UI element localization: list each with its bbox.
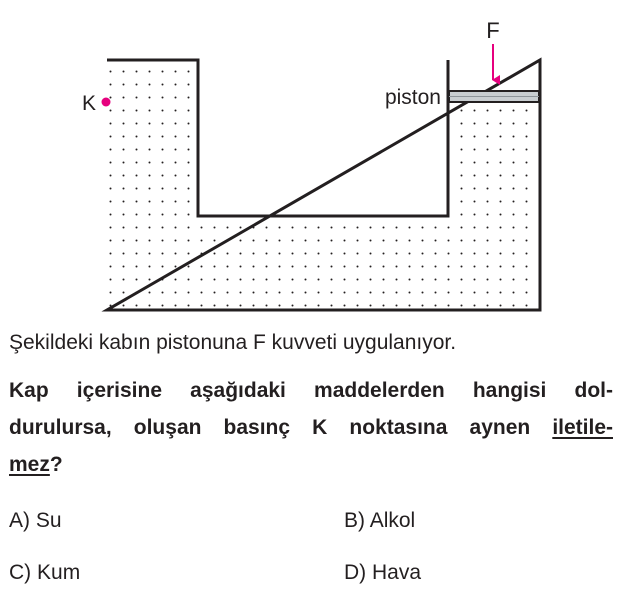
question-intro: Şekildeki kabın pistonuna F kuvveti uygulanıyor. xyxy=(9,331,457,354)
option-a-text: Su xyxy=(35,509,62,532)
option-c-letter: C) xyxy=(9,561,32,584)
question-line-3 xyxy=(9,446,613,483)
option-d-letter: D) xyxy=(344,561,367,584)
option-d[interactable] xyxy=(344,561,421,585)
question-mark: ? xyxy=(49,453,63,476)
point-k-marker xyxy=(102,98,111,107)
piston-label: piston xyxy=(384,86,441,109)
point-k-label: K xyxy=(81,92,96,115)
option-b-letter: B) xyxy=(344,509,365,532)
question-line-1: Kap içerisine aşağıdaki maddelerden hangisi dol- xyxy=(9,379,613,402)
option-d-text: Hava xyxy=(372,561,422,584)
force-label: F xyxy=(486,18,500,43)
option-a[interactable] xyxy=(9,509,62,533)
option-b-text: Alkol xyxy=(369,509,416,532)
option-c-text: Kum xyxy=(37,561,81,584)
option-a-letter: A) xyxy=(9,509,30,532)
underlined-word-part-1: iletile- xyxy=(552,416,613,439)
question-line-2-text: durulursa, oluşan basınç K noktasına aynen xyxy=(9,416,553,439)
underlined-word-part-2: mez xyxy=(9,453,50,476)
option-c[interactable] xyxy=(9,561,80,585)
option-b[interactable] xyxy=(344,509,415,533)
question-line-2 xyxy=(9,409,613,446)
question-text xyxy=(9,372,613,483)
